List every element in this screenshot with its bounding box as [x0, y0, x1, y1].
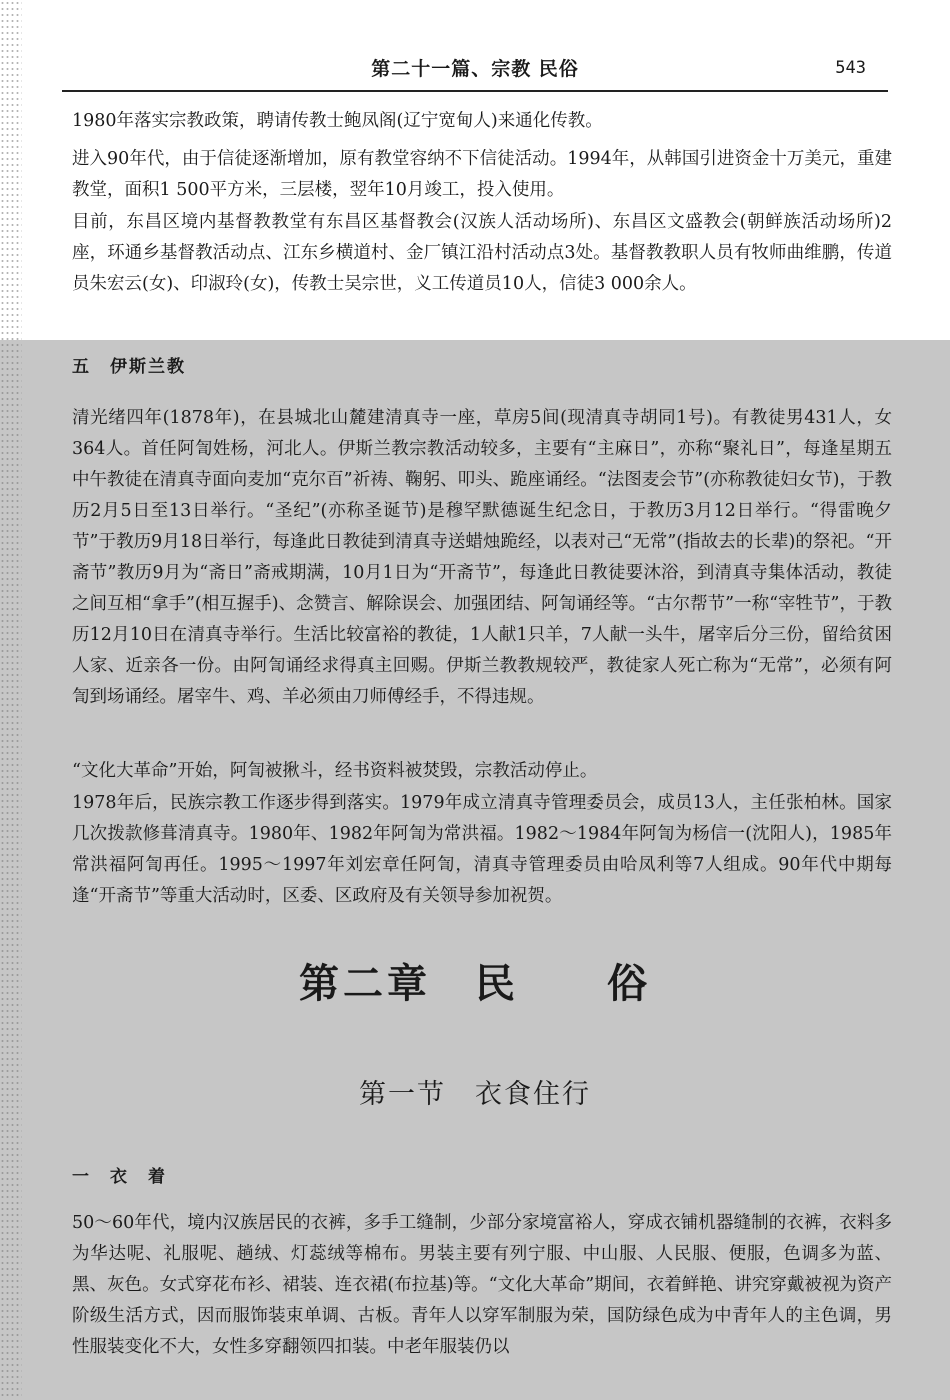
header-title: 第二十一篇、宗教 民俗 — [371, 58, 579, 80]
paragraph: “文化大革命”开始，阿訇被揪斗，经书资料被焚毁，宗教活动停止。 — [72, 761, 598, 781]
subsection-heading-clothing: 一 衣 着 — [72, 1167, 167, 1187]
section-title: 第一节 衣食住行 — [359, 1079, 591, 1110]
page-number: 543 — [835, 58, 866, 78]
paragraph: 进入90年代，由于信徒逐渐增加，原有教堂容纳不下信徒活动。1994年，从韩国引进资金十万美元，重建教堂，面积1 500平方米，三层楼，翌年10月竣工，投入使用。 — [72, 149, 892, 200]
paragraph: 1978年后，民族宗教工作逐步得到落实。1979年成立清真寺管理委员会，成员13人，主任张柏林。国家几次拨款修葺清真寺。1980年、1982年阿訇为常洪福。1982～1984年阿訇为杨信一(沈阳人)，1985年常洪福阿訇再任。1995～1997年刘宏章任阿訇，清真寺管理委员由哈凤利等7人组成。90年代中期每逢“开斋节”等重大活动时，区委、区政府及有关领导参加祝贺。 — [72, 793, 892, 906]
paragraph: 50～60年代，境内汉族居民的衣裤，多手工缝制，少部分家境富裕人，穿成衣铺机器缝制的衣裤，衣料多为华达呢、礼服呢、趟绒、灯蕊绒等棉布。男装主要有列宁服、中山服、人民服、便服，色调多为蓝、黑、灰色。女式穿花布衫、裙装、连衣裙(布拉基)等。“文化大革命”期间，衣着鲜艳、讲究穿戴被视为资产阶级生活方式，因而服饰装束单调、古板。青年人以穿军制服为荣，国防绿色成为中青年人的主色调，男性服装变化不大，女性多穿翻领四扣装。中老年服装仍以 — [72, 1213, 892, 1357]
section-heading-islam: 五 伊斯兰教 — [72, 357, 186, 377]
paragraph: 清光绪四年(1878年)，在县城北山麓建清真寺一座，草房5间(现清真寺胡同1号)。有教徒男431人，女364人。首任阿訇姓杨，河北人。伊斯兰教宗教活动较多，主要有“主麻日”，亦称“聚礼日”，每逢星期五中午教徒在清真寺面向麦加“克尔百”祈祷、鞠躬、叩头、跪座诵经。“法图麦会节”(亦称教徒妇女节)，于教历2月5日至13日举行。“圣纪”(亦称圣诞节)是穆罕默德诞生纪念日，于教历3月12日举行。“得雷晚夕节”于教历9月18日举行，每逢此日教徒到清真寺送蜡烛跪经，以表对己“无常”(指故去的长辈)的祭祀。“开斋节”教历9月为“斋日”斋戒期满，10月1日为“开斋节”，每逢此日教徒要沐浴，到清真寺集体活动，教徒之间互相“拿手”(相互握手)、念赞言、解除误会、加强团结、阿訇诵经等。“古尔帮节”一称“宰牲节”，于教历12月10日在清真寺举行。生活比较富裕的教徒，1人献1只羊，7人献一头牛，屠宰后分三份，留给贫困人家、近亲各一份。由阿訇诵经求得真主回赐。伊斯兰教教规较严，教徒家人死亡称为“无常”，必须有阿訇到场诵经。屠宰牛、鸡、羊必须由刀师傅经手，不得违规。 — [72, 408, 892, 707]
chapter-title: 第二章 民 俗 — [299, 961, 651, 1007]
paragraph: 目前，东昌区境内基督教教堂有东昌区基督教会(汉族人活动场所)、东昌区文盛教会(朝鲜族活动场所)2座，环通乡基督教活动点、江东乡横道村、金厂镇江沿村活动点3处。基督教教职人员有牧师曲维鹏，传道员朱宏云(女)、印淑玲(女)，传教士吴宗世，义工传道员10人，信徒3 000余人。 — [72, 212, 892, 294]
binding-edge — [0, 0, 22, 1400]
paragraph: 1980年落实宗教政策，聘请传教士鲍凤阁(辽宁宽甸人)来通化传教。 — [72, 111, 603, 131]
running-header — [62, 48, 888, 92]
